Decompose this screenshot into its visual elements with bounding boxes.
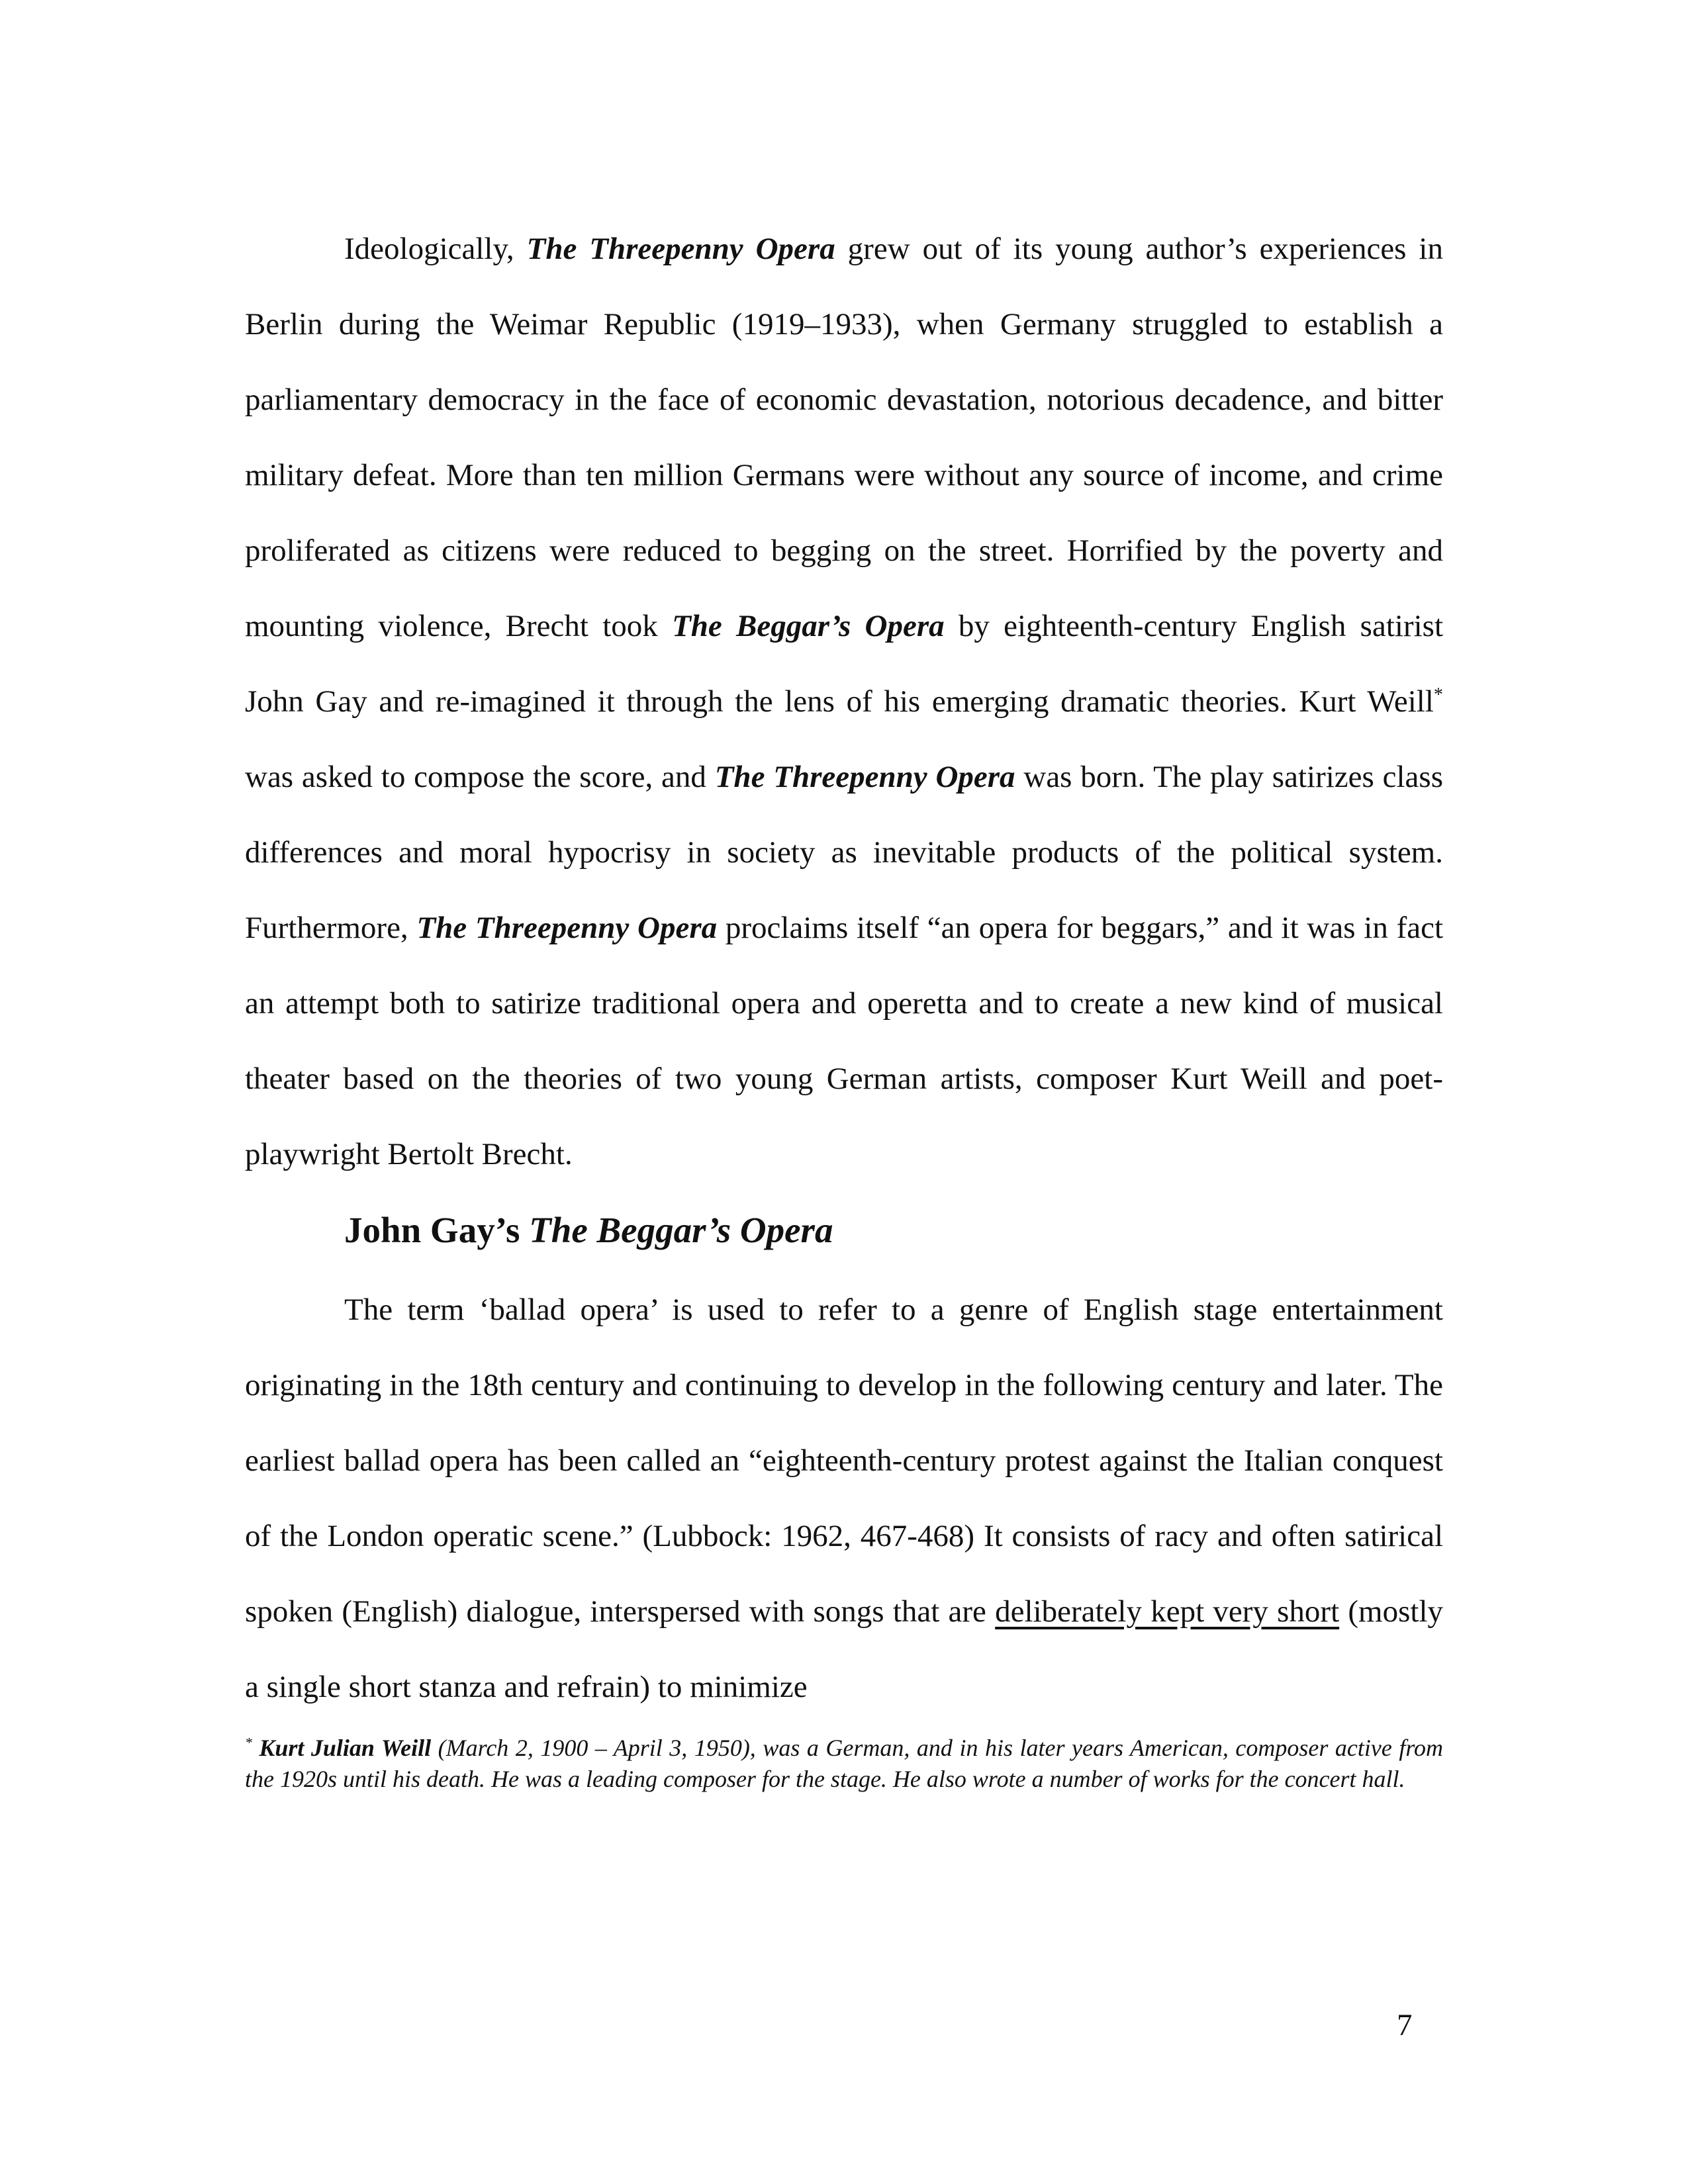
paragraph-text: Ideologically, xyxy=(344,232,527,266)
page-number: 7 xyxy=(1397,2008,1413,2042)
heading-prefix: John Gay’s xyxy=(344,1209,530,1250)
underlined-phrase: deliberately kept very short xyxy=(995,1594,1340,1629)
footnote-reference[interactable]: * xyxy=(1433,684,1443,705)
paragraph-text: by eighteenth-century English satirist John Gay and re-imagined it through the lens of his emerging dramatic theories. Kurt Weill xyxy=(245,609,1443,719)
footnote-text: (March 2, 1900 – April 3, 1950), was a German, and in his later years American, composer active from the 1920s until his death. He was a leading composer for the stage. He also wrote a number of works for the concert hall. xyxy=(245,1735,1444,1792)
work-title: The Threepenny Opera xyxy=(526,232,835,266)
section-heading xyxy=(344,1201,833,1260)
work-title: The Threepenny Opera xyxy=(714,760,1015,794)
paragraph-text: grew out of its young author’s experiences in Berlin during the Weimar Republic (1919–1933), when Germany struggled to establish a parliamentary democracy in the face of economic devastation, notorious decadence, and bitter military defeat. More than ten million Germans were without any source of income, and crime proliferated as citizens were reduced to begging on the street. Horrified by the poverty and mounting violence, Brecht took xyxy=(245,232,1443,643)
footnote-marker: * xyxy=(245,1735,252,1751)
paragraph-text: was born. The play satirizes class differences and moral hypocrisy in society as inevitable products of the political system. Furthermore, xyxy=(245,760,1443,945)
paragraph-text: (mostly a single short stanza and refrain) to minimize xyxy=(245,1594,1443,1704)
footnote-name: Kurt Julian Weill xyxy=(259,1735,432,1761)
work-title: The Beggar’s Opera xyxy=(672,609,945,643)
body-paragraph-1 xyxy=(245,211,1443,1192)
footnote xyxy=(245,1733,1443,1795)
paragraph-text: was asked to compose the score, and xyxy=(245,760,715,794)
heading-title: The Beggar’s Opera xyxy=(529,1209,833,1250)
body-paragraph-2 xyxy=(245,1272,1443,1725)
paragraph-text: The term ‘ballad opera’ is used to refer to a genre of English stage entertainment originating in the 18th century and continuing to develop in the following century and later. The earliest ballad opera has been called an “eighteenth-century protest against the Italian conquest of the London operatic scene.” (Lubbock: 1962, 467-468) It consists of racy and often satirical spoken (English) dialogue, interspersed with songs that are xyxy=(245,1293,1443,1629)
work-title: The Threepenny Opera xyxy=(416,911,718,945)
paragraph-text: proclaims itself “an opera for beggars,” and it was in fact an attempt both to satirize traditional opera and operetta and to create a new kind of musical theater based on the theories of two young German artists, composer Kurt Weill and poet-playwright Bertolt Brecht. xyxy=(245,911,1444,1171)
